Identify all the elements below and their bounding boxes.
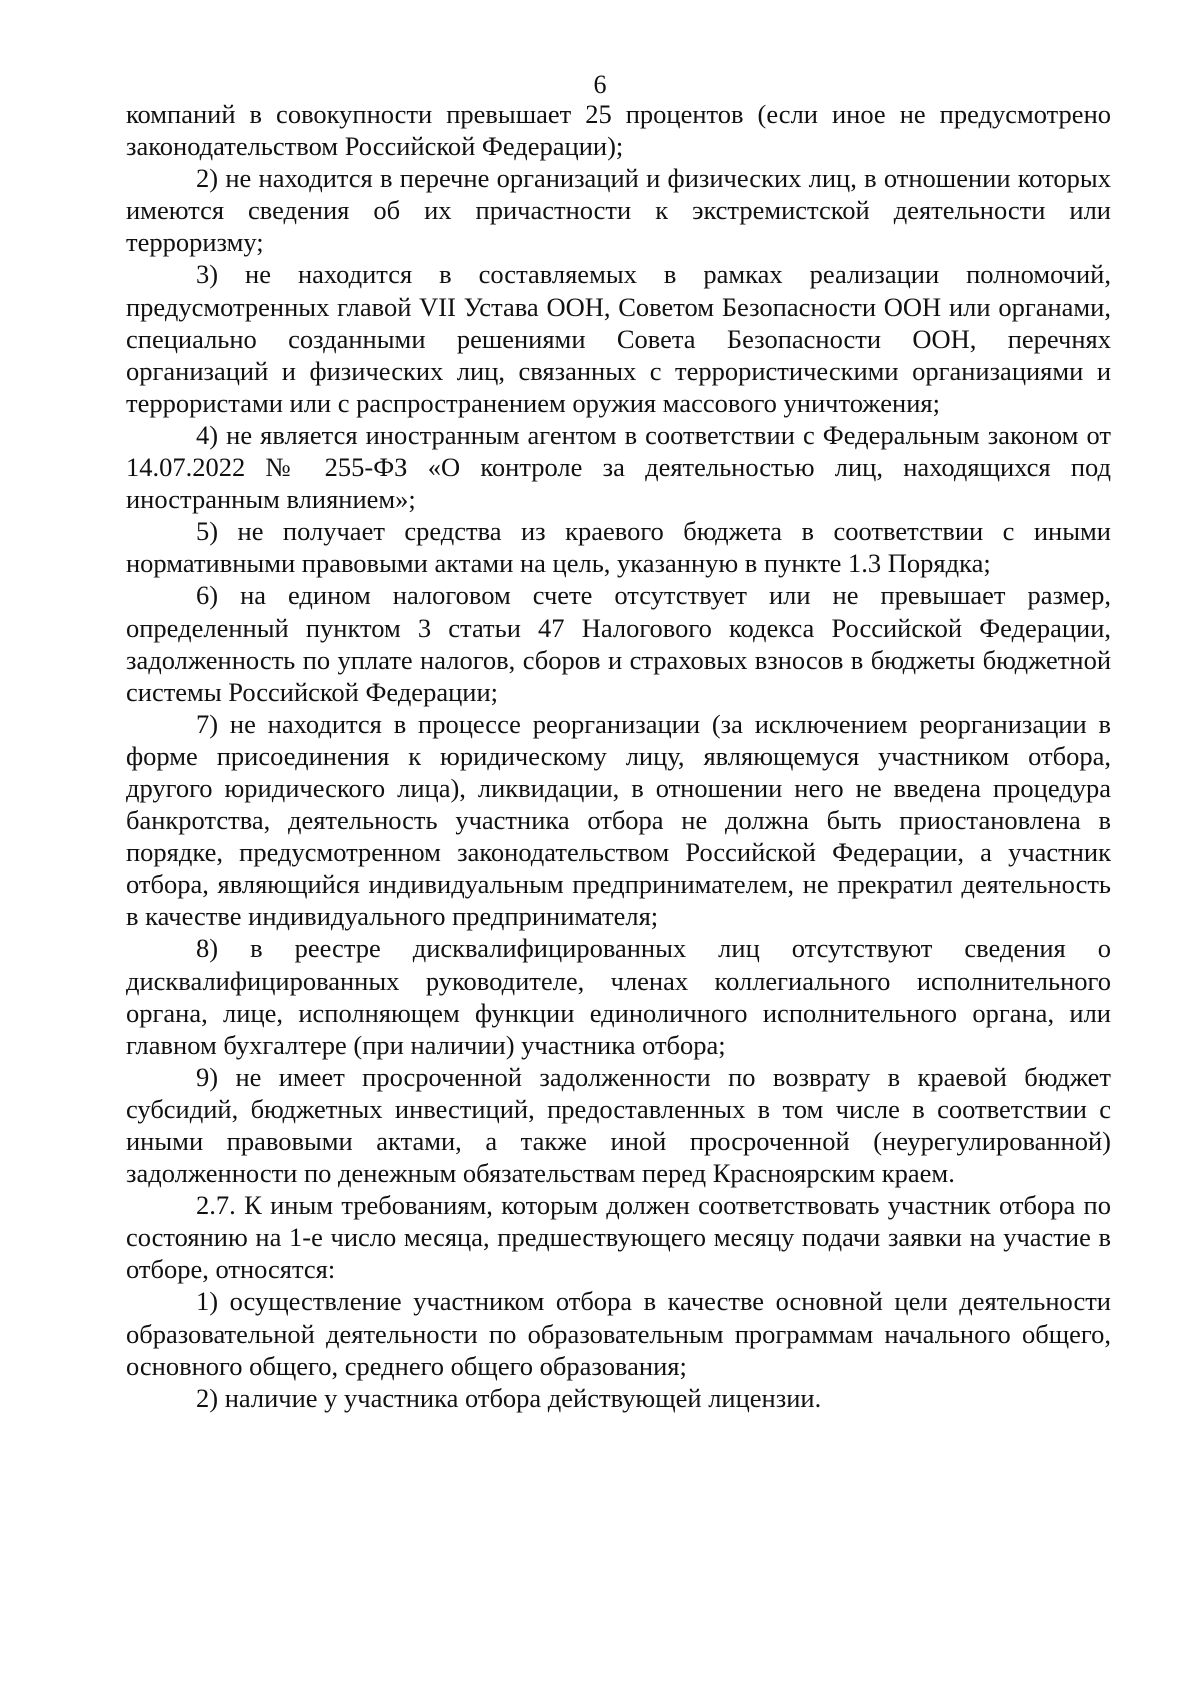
paragraph-continuation: компаний в совокупности превышает 25 процентов (если иное не предусмотрено законодательством Российской Федерации); xyxy=(126,99,1111,162)
paragraph-item-5: 5) не получает средства из краевого бюджета в соответствии с иными нормативными правовыми актами на цель, указанную в пункте 1.3 Порядка; xyxy=(126,516,1111,579)
paragraph-item-2: 2) не находится в перечне организаций и физических лиц, в отношении которых имеются сведения об их причастности к экстремистской деятельности или терроризму; xyxy=(126,163,1111,258)
document-body xyxy=(126,98,1111,1414)
paragraph-item-4: 4) не является иностранным агентом в соответствии с Федеральным законом от 14.07.2022 № 255-ФЗ «О контроле за деятельностью лиц, находящихся под иностранным влиянием»; xyxy=(126,419,1111,515)
paragraph-item-7: 7) не находится в процессе реорганизации (за исключением реорганизации в форме присоединения к юридическому лицу, являющемуся участником отбора, другого юридического лица), ликвидации, в отношении него не введена процедура банкротства, деятельность участника отбора не должна быть приостановлена в порядке, предусмотренном законодательством Российской Федерации, а участник отбора, являющийся индивидуальным предпринимателем, не прекратил деятельность в качестве индивидуального предпринимателя; xyxy=(126,708,1111,932)
paragraph-subitem-1: 1) осуществление участником отбора в качестве основной цели деятельности образовательной деятельности по образовательным программам начального общего, основного общего, среднего общего образования; xyxy=(126,1286,1111,1381)
paragraph-item-6: 6) на едином налоговом счете отсутствует или не превышает размер, определенный пунктом 3 статьи 47 Налогового кодекса Российской Федерации, задолженность по уплате налогов, сборов и страховых взносов в бюджеты бюджетной системы Российской Федерации; xyxy=(126,580,1111,707)
paragraph-item-8: 8) в реестре дисквалифицированных лиц отсутствуют сведения о дисквалифицированных руководителе, членах коллегиального исполнительного органа, лице, исполняющем функции единоличного исполнительного органа, или главном бухгалтере (при наличии) участника отбора; xyxy=(126,933,1111,1060)
paragraph-section-2-7: 2.7. К иным требованиям, которым должен соответствовать участник отбора по состоянию на 1-е число месяца, предшествующего месяцу подачи заявки на участие в отборе, относятся: xyxy=(126,1190,1111,1285)
paragraph-item-3: 3) не находится в составляемых в рамках реализации полномочий, предусмотренных главой VII Устава ООН, Советом Безопасности ООН или органами, специально созданными решениями Совета Безопасности ООН, перечнях организаций и физических лиц, связанных с террористическими организациями и террористами или с распространением оружия массового уничтожения; xyxy=(126,259,1111,418)
page-number: 6 xyxy=(593,70,607,99)
paragraph-subitem-2: 2) наличие у участника отбора действующей лицензии. xyxy=(196,1382,822,1413)
paragraph-item-9: 9) не имеет просроченной задолженности по возврату в краевой бюджет субсидий, бюджетных инвестиций, предоставленных в том числе в соответствии с иными правовыми актами, а также иной просроченной (неурегулированной) задолженности по денежным обязательствам перед Красноярским краем. xyxy=(126,1061,1111,1189)
